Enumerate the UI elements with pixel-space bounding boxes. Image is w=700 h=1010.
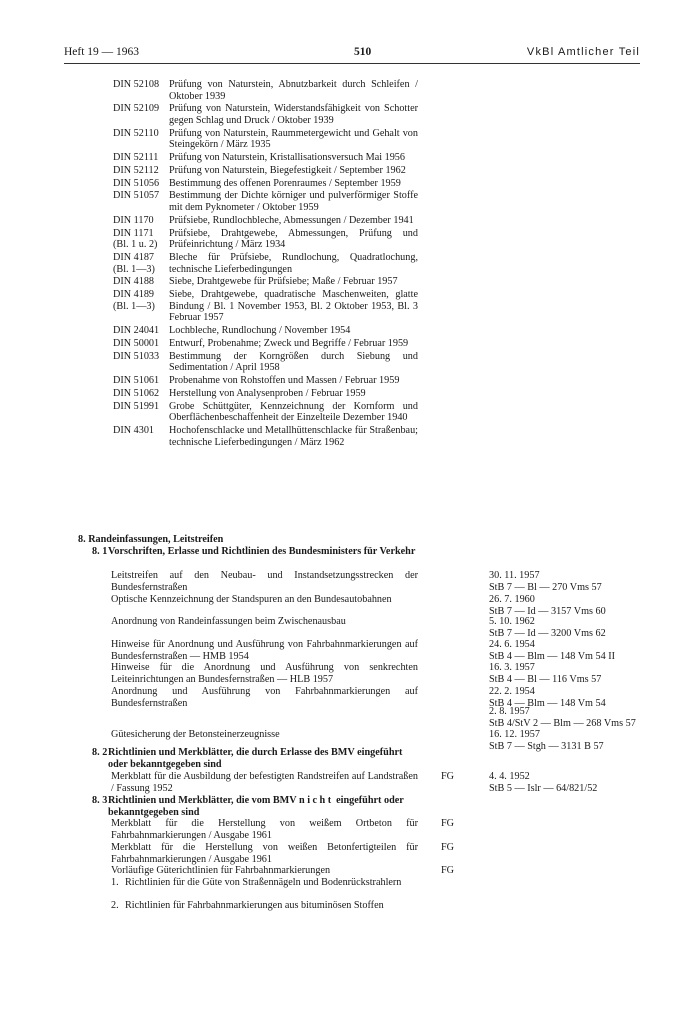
reference-code: StB 7 — Id — 3157 Vms 60	[489, 605, 606, 617]
din-title: Bleche für Prüfsiebe, Rundlochung, Quadratlochung, technische Lieferbedingungen	[169, 252, 418, 275]
din-title: Bestimmung der Korngrößen durch Siebung und Sedimentation / April 1958	[169, 350, 418, 374]
din-code: DIN 51057	[113, 190, 160, 202]
din-entry	[113, 165, 418, 177]
reference-code: StB 5 — Islr — 64/821/52	[489, 782, 598, 794]
din-title: Probenahme von Rohstoffen und Massen / Februar 1959	[169, 375, 400, 387]
section-title: Vorschriften, Erlasse und Richtlinien des Bundesministers für Verkehr	[108, 546, 416, 557]
din-title: Bestimmung des offenen Porenraumes / September 1959	[169, 177, 401, 189]
entry: Vorläufige Güterichtlinien für Fahrbahnmarkierungen	[111, 865, 331, 876]
reference-date: 24. 6. 1954	[489, 639, 535, 650]
reference-date: 22. 2. 1954	[489, 686, 535, 697]
din-entry	[113, 152, 418, 164]
header-divider	[64, 63, 640, 64]
din-standards-list	[113, 79, 418, 449]
din-entry	[113, 401, 418, 424]
section-8-1-heading	[92, 546, 418, 558]
section-number: 8. 1	[92, 546, 108, 557]
din-title: Prüfung von Naturstein, Biegefestigkeit / September 1962	[169, 164, 406, 176]
section-title: Richtlinien und Merkblätter, die durch Erlasse des BMV eingeführt oder bekanntgegeben sind	[108, 747, 403, 770]
reference-date: 4. 4. 1952	[489, 771, 530, 782]
din-code: DIN 1170	[113, 214, 154, 226]
numbered-item	[111, 900, 418, 912]
din-entry	[113, 289, 418, 324]
din-title: Prüfung von Naturstein, Abnutzbarkeit durch Schleifen / Oktober 1939	[169, 79, 418, 102]
din-code: DIN 51061	[113, 375, 160, 387]
reference-code: StB 4 — Bl — 116 Vms 57	[489, 673, 602, 685]
section-8-heading: 8. Randeinfassungen, Leitstreifen	[78, 534, 224, 545]
din-title: Herstellung von Analysenproben / Februar 1959	[169, 387, 366, 399]
din-entry	[113, 351, 418, 374]
fg-mark: FG	[441, 865, 455, 876]
din-code: DIN 52110	[113, 127, 159, 139]
reference-block	[489, 570, 659, 593]
entry: Merkblatt für die Herstellung von weißem Ortbeton für Fahrbahnmarkierungen / Ausgabe 1961	[111, 818, 418, 841]
din-title: Prüfsiebe, Drahtgewebe, Abmessungen, Prüfung und Prüfeinrichtung / März 1934	[169, 227, 418, 251]
page-number: 510	[354, 46, 372, 58]
fg-mark: FG	[441, 771, 455, 782]
din-entry	[113, 228, 418, 251]
fg-mark: FG	[441, 842, 455, 853]
entry: Anordnung und Ausführung von Fahrbahnmarkierungen auf Bundesfernstraßen	[111, 686, 418, 709]
din-title: Prüfsiebe, Rundlochbleche, Abmessungen / Dezember 1941	[169, 214, 414, 226]
entry: Leitstreifen auf den Neubau- und Instandsetzungsstrecken der Bundesfernstraßen	[111, 570, 418, 593]
din-title: Prüfung von Naturstein, Widerstandsfähigkeit von Schotter gegen Schlag und Druck / Oktober 1939	[169, 103, 418, 126]
publication-title: VkBl Amtlicher Teil	[526, 46, 640, 58]
reference-block	[489, 771, 659, 794]
reference-code: StB 4 — Blm — 148 Vm 54 II	[489, 650, 616, 662]
reference-block	[489, 729, 659, 752]
din-entry	[113, 215, 418, 227]
reference-block	[489, 616, 659, 639]
entry: Hinweise für die Anordnung und Ausführung von senkrechten Leiteinrichtungen an Bundesfernstraßen — HLB 1957	[111, 662, 418, 685]
din-entry	[113, 338, 418, 350]
section-number: 8. 2	[92, 747, 108, 758]
din-title: Hochofenschlacke und Metallhüttenschlacke für Straßenbau; technische Lieferbedingungen / März 1962	[169, 425, 418, 448]
din-entry	[113, 79, 418, 102]
reference-block	[489, 594, 659, 617]
din-code: DIN 4187 (Bl. 1—3)	[113, 252, 155, 275]
title-part: eingeführt oder bekanntgegeben sind	[108, 795, 404, 818]
din-title: Prüfung von Naturstein, Kristallisationsversuch Mai 1956	[169, 152, 405, 164]
reference-code: StB 4/StV 2 — Blm — 268 Vms 57	[489, 717, 636, 729]
din-title: Entwurf, Probenahme; Zweck und Begriffe / Februar 1959	[169, 337, 409, 349]
title-emphasis: nicht	[299, 795, 334, 806]
reference-date: 2. 8. 1957	[489, 706, 530, 717]
reference-code: StB 7 — Id — 3200 Vms 62	[489, 627, 606, 639]
reference-date: 26. 7. 1960	[489, 594, 535, 605]
din-code: DIN 52112	[113, 164, 159, 176]
din-code: DIN 51991	[113, 400, 160, 412]
issue-label: Heft 19 — 1963	[64, 46, 140, 58]
din-entry	[113, 128, 418, 151]
din-code: DIN 52111	[113, 152, 159, 164]
din-code: DIN 52109	[113, 103, 160, 115]
reference-date: 16. 12. 1957	[489, 729, 540, 740]
section-8-2-heading	[92, 747, 418, 770]
fg-mark: FG	[441, 818, 455, 829]
din-code: DIN 52108	[113, 79, 160, 90]
entry: Gütesicherung der Betonsteinerzeugnisse	[111, 729, 280, 740]
din-entry	[113, 375, 418, 387]
item-text: Richtlinien für Fahrbahnmarkierungen aus bituminösen Stoffen	[125, 900, 384, 911]
din-title: Siebe, Drahtgewebe für Prüfsiebe; Maße / Februar 1957	[169, 276, 398, 288]
din-title: Grobe Schüttgüter, Kennzeichnung der Kornform und Oberflächenbeschaffenheit der Einzelteile Dezember 1940	[169, 400, 418, 424]
din-entry	[113, 178, 418, 190]
page-header	[64, 47, 638, 63]
reference-block	[489, 662, 659, 685]
din-entry	[113, 103, 418, 126]
reference-block	[489, 706, 659, 729]
din-code: DIN 4189 (Bl. 1—3)	[113, 289, 155, 312]
entry: Merkblatt für die Ausbildung der befestigten Randstreifen auf Landstraßen / Fassung 1952	[111, 771, 418, 794]
item-text: Richtlinien für die Güte von Straßennägeln und Bodenrückstrahlern	[125, 877, 402, 888]
din-code: DIN 51033	[113, 350, 160, 362]
item-number: 2.	[111, 900, 119, 911]
din-title: Siebe, Drahtgewebe, quadratische Maschenweiten, glatte Bindung / Bl. 1 November 1953, Bl. 2 Oktober 1953, Bl. 3 Februar 1957	[169, 289, 418, 324]
din-title: Lochbleche, Rundlochung / November 1954	[169, 325, 351, 337]
din-code: DIN 50001	[113, 337, 160, 349]
title-part: Richtlinien und Merkblätter, die vom BMV	[108, 795, 297, 806]
numbered-item	[111, 877, 418, 889]
section-8-3-heading	[92, 795, 418, 818]
din-title: Prüfung von Naturstein, Raummetergewicht und Gehalt von Steingekörn / März 1935	[169, 127, 418, 151]
din-code: DIN 4301	[113, 425, 155, 436]
item-number: 1.	[111, 877, 119, 888]
entry: Merkblatt für die Herstellung von weißen Betonfertigteilen für Fahrbahnmarkierungen / Ausgabe 1961	[111, 842, 418, 865]
section-title	[108, 795, 418, 818]
din-entry	[113, 276, 418, 288]
entry: Optische Kennzeichnung der Standspuren an den Bundesautobahnen	[111, 594, 392, 605]
reference-date: 16. 3. 1957	[489, 662, 535, 673]
din-code: DIN 4188	[113, 276, 155, 288]
reference-code: StB 4 — Blm — 148 Vm 54	[489, 697, 606, 709]
reference-code: StB 7 — Stgh — 3131 B 57	[489, 740, 604, 752]
entry: Anordnung von Randeinfassungen beim Zwischenausbau	[111, 616, 346, 627]
entry: Hinweise für Anordnung und Ausführung von Fahrbahnmarkierungen auf Bundesfernstraßen — HMB 1954	[111, 639, 418, 662]
din-entry	[113, 252, 418, 275]
reference-code: StB 7 — Bl — 270 Vms 57	[489, 581, 602, 593]
section-number: 8. 3	[92, 795, 108, 806]
reference-block	[489, 639, 659, 662]
din-code: DIN 24041	[113, 325, 160, 337]
din-code: DIN 51056	[113, 177, 160, 189]
din-entry	[113, 425, 418, 448]
reference-date: 30. 11. 1957	[489, 570, 540, 581]
din-entry	[113, 325, 418, 337]
din-entry	[113, 190, 418, 213]
din-title: Bestimmung der Dichte körniger und pulverförmiger Stoffe mit dem Pyknometer / Oktober 1959	[169, 190, 418, 214]
din-code: DIN 51062	[113, 387, 160, 399]
din-code: DIN 1171 (Bl. 1 u. 2)	[113, 227, 158, 251]
din-entry	[113, 388, 418, 400]
reference-date: 5. 10. 1962	[489, 616, 535, 627]
